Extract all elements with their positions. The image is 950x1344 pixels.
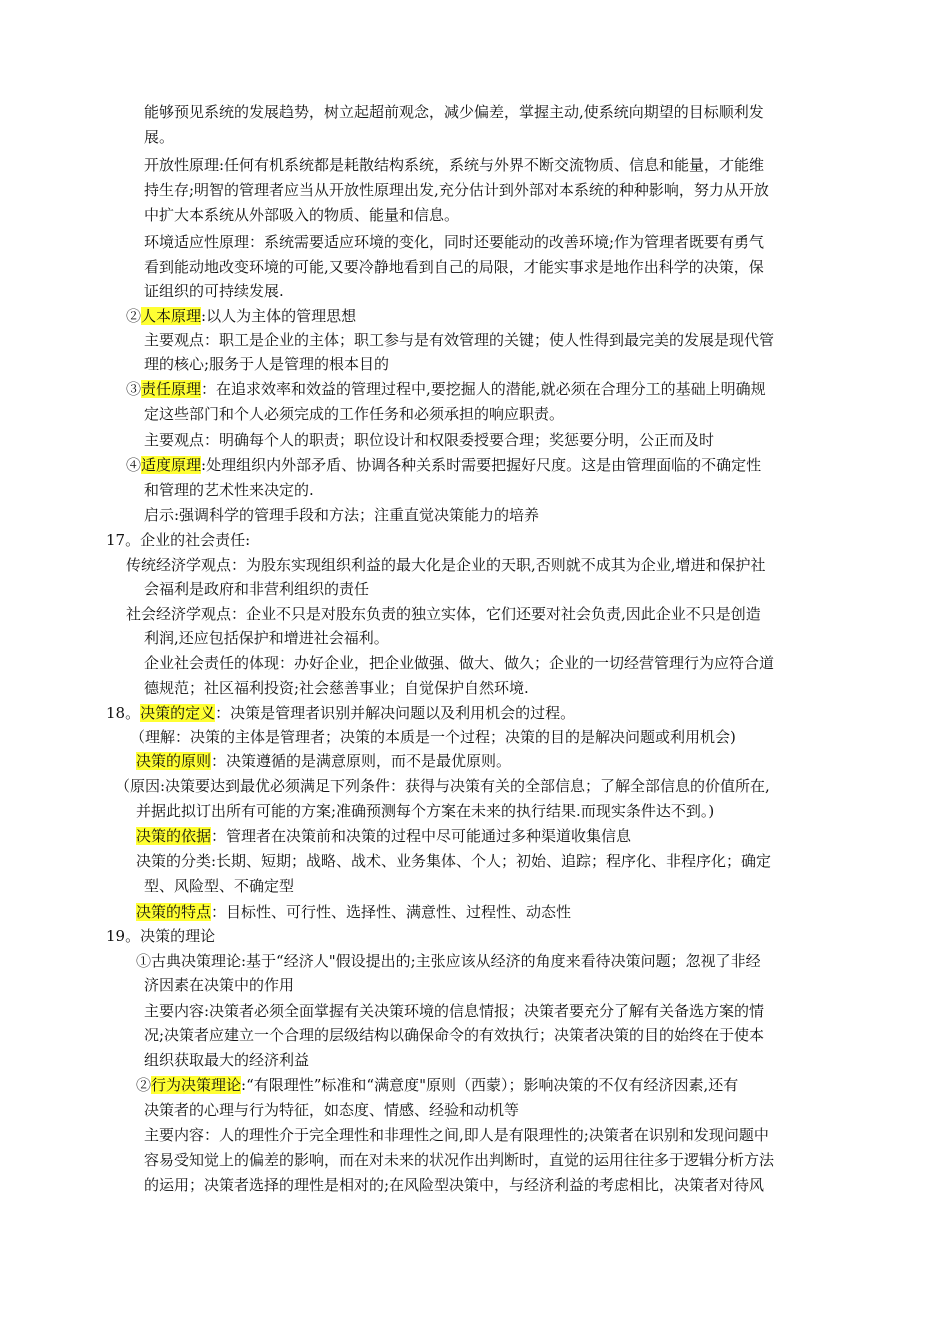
line-text: 证组织的可持续发展. [144,282,284,300]
line-text: 17。企业的社会责任: [106,531,251,549]
line-text: 主要观点：明确每个人的职责；职位设计和权限委授要合理；奖惩要分明，公正而及时 [144,431,715,449]
line-text: 社会经济学观点：企业不只是对股东负责的独立实体，它们还要对社会负责,因此企业不只是创造 [126,605,761,623]
line-text: ③ [126,380,142,398]
line-text: 主要观点：职工是企业的主体；职工参与是有效管理的关键；使人性得到最完美的发展是现代管 [144,331,775,349]
line-text: 决策者的心理与行为特征，如态度、情感、经验和动机等 [144,1101,520,1119]
line-text: 18。 [106,704,141,722]
line-text: 启示:强调科学的管理手段和方法；注重直觉决策能力的培养 [144,506,540,524]
line-text: :“有限理性”标准和“满意度"原则（西蒙）；影响决策的不仅有经济因素,还有 [241,1076,739,1094]
text-line [126,555,766,575]
line-text: :处理组织内外部矛盾、协调各种关系时需要把握好尺度。这是由管理面临的不确定性 [201,456,762,474]
text-line [144,579,369,599]
line-text: ①古典决策理论:基于“经济人"假设提出的;主张应该从经济的角度来看待决策问题；忽视了非经 [136,952,761,970]
text-line [144,205,459,225]
line-text: ② [136,1076,152,1094]
line-text: ② [126,307,142,325]
text-line [144,330,774,350]
text-line [144,102,764,122]
line-text: 德规范；社区福利投资;社会慈善事业；自觉保护自然环境. [144,679,529,697]
text-line [136,826,631,846]
line-text: 容易受知觉上的偏差的影响，而在对未来的状况作出判断时，直觉的运用往往多于逻辑分析方法 [144,1151,775,1169]
line-text: 型、风险型、不确定型 [144,877,295,895]
text-line [126,455,761,475]
text-line [144,678,529,698]
text-line [144,404,564,424]
line-text: ：管理者在决策前和决策的过程中尽可能通过多种渠道收集信息 [211,827,632,845]
text-line [144,281,284,301]
text-line [144,876,294,896]
line-text: 环境适应性原理：系统需要适应环境的变化，同时还要能动的改善环境;作为管理者既要有勇气 [144,233,765,251]
highlighted-term: 决策的定义 [140,704,216,722]
text-line [136,1075,738,1095]
text-line [144,480,314,500]
text-line [126,379,766,399]
text-line [144,1175,764,1195]
text-line [130,727,736,747]
text-line [144,505,539,525]
text-line [144,975,294,995]
line-text: ④ [126,456,142,474]
line-text: 中扩大本系统从外部吸入的物质、能量和信息。 [144,206,460,224]
text-line [144,1001,764,1021]
text-line [106,703,575,723]
line-text: （原因:决策要达到最优必须满足下列条件：获得与决策有关的全部信息；了解全部信息的价值所在, [115,777,770,795]
line-text: 传统经济学观点：为股东实现组织利益的最大化是企业的天职,否则就不成其为企业,增进和保护社 [126,556,766,574]
text-line [144,1025,764,1045]
highlighted-term: 决策的依据 [136,827,212,845]
text-line [106,926,215,946]
text-line [136,801,714,821]
text-line [136,902,571,922]
text-line [144,430,714,450]
text-line [115,776,770,796]
line-text: ：在追求效率和效益的管理过程中,要挖掘人的潜能,就必须在合理分工的基础上明确规 [201,380,766,398]
line-text: 和管理的艺术性来决定的. [144,481,314,499]
line-text: 定这些部门和个人必须完成的工作任务和必须承担的响应职责。 [144,405,565,423]
text-line [144,232,764,252]
line-text: 企业社会责任的体现：办好企业，把企业做强、做大、做久；企业的一切经营管理行为应符合道 [144,654,775,672]
text-line [126,306,356,326]
line-text: ：决策是管理者识别并解决问题以及利用机会的过程。 [215,704,576,722]
line-text: （理解：决策的主体是管理者；决策的本质是一个过程；决策的目的是解决问题或利用机会) [130,728,736,746]
highlighted-term: 行为决策理论 [151,1076,242,1094]
line-text: 能够预见系统的发展趋势，树立起超前观念，减少偏差，掌握主动,使系统向期望的目标顺利发 [144,103,764,121]
text-line [144,354,389,374]
highlighted-term: 责任原理 [141,380,202,398]
text-line [144,257,764,277]
line-text: 会福利是政府和非营利组织的责任 [144,580,370,598]
line-text: 决策的分类:长期、短期；战略、战术、业务集体、个人；初始、追踪；程序化、非程序化；确定 [136,852,772,870]
text-line [144,180,769,200]
text-line [126,604,761,624]
text-line [144,155,764,175]
line-text: 展。 [144,128,175,146]
line-text: 看到能动地改变环境的可能,又要冷静地看到自己的局限，才能实事求是地作出科学的决策，保 [144,258,764,276]
line-text: 主要内容:决策者必须全面掌握有关决策环境的信息情报；决策者要充分了解有关备选方案的情 [144,1002,765,1020]
text-line [144,1150,774,1170]
text-line [144,653,774,673]
highlighted-term: 人本原理 [141,307,202,325]
text-line [136,851,771,871]
line-text: 开放性原理:任何有机系统都是耗散结构系统，系统与外界不断交流物质、信息和能量，才能维 [144,156,765,174]
highlighted-term: 决策的特点 [136,903,212,921]
line-text: 组织获取最大的经济利益 [144,1051,310,1069]
text-line [136,751,511,771]
line-text: 并据此拟订出所有可能的方案;准确预测每个方案在未来的执行结果.而现实条件达不到。) [136,802,715,820]
text-line [144,628,389,648]
highlighted-term: 适度原理 [141,456,202,474]
line-text: ：目标性、可行性、选择性、满意性、过程性、动态性 [211,903,572,921]
line-text: 的运用；决策者选择的理性是相对的;在风险型决策中，与经济利益的考虑相比，决策者对待风 [144,1176,765,1194]
text-line [144,1125,769,1145]
text-line [136,951,761,971]
line-text: 济因素在决策中的作用 [144,976,295,994]
line-text: ：决策遵循的是满意原则，而不是最优原则。 [211,752,512,770]
line-text: 持生存;明智的管理者应当从开放性原理出发,充分估计到外部对本系统的种种影响，努力从开放 [144,181,769,199]
highlighted-term: 决策的原则 [136,752,212,770]
text-line [144,1050,309,1070]
text-line [144,127,174,147]
text-line [144,1100,519,1120]
line-text: 况;决策者应建立一个合理的层级结构以确保命令的有效执行；决策者决策的目的始终在于使本 [144,1026,765,1044]
text-line [106,530,250,550]
line-text: 主要内容：人的理性介于完全理性和非理性之间,即人是有限理性的;决策者在识别和发现问题中 [144,1126,769,1144]
line-text: :以人为主体的管理思想 [201,307,357,325]
line-text: 19。决策的理论 [106,927,216,945]
line-text: 理的核心;服务于人是管理的根本目的 [144,355,390,373]
line-text: 利润,还应包括保护和增进社会福利。 [144,629,389,647]
